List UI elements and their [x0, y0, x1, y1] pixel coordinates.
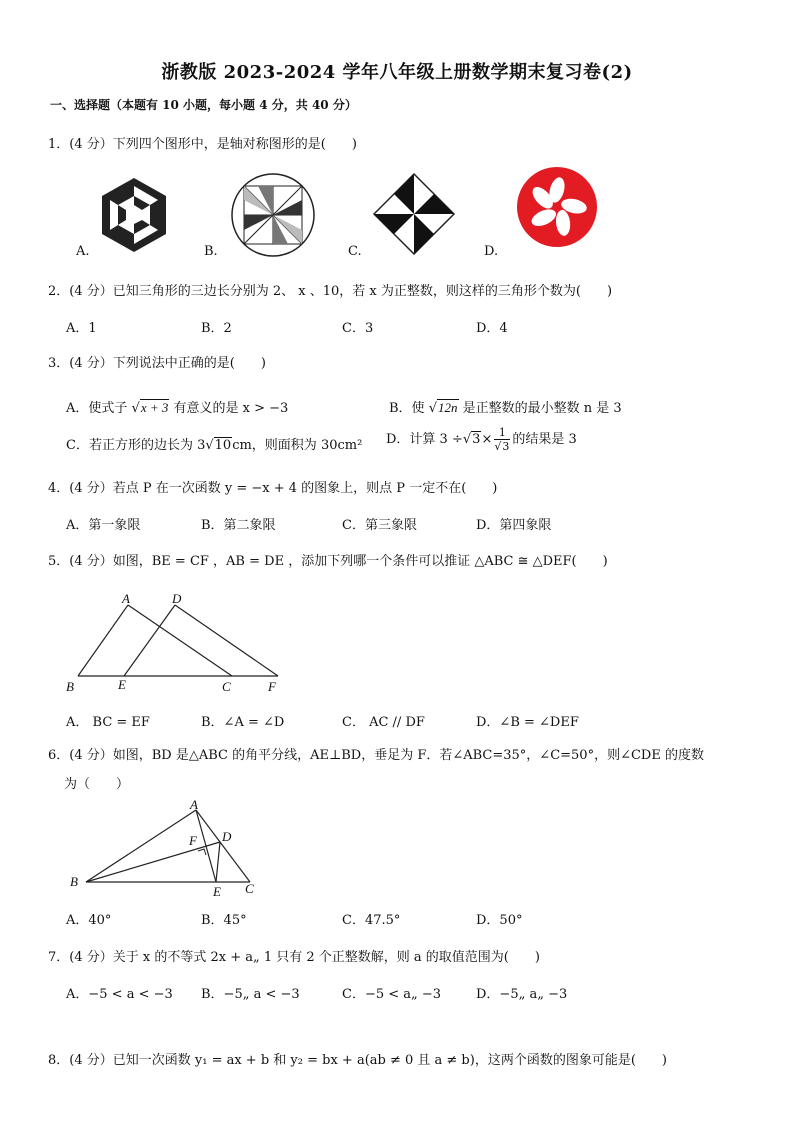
segment-bd	[86, 842, 220, 882]
q3-option-b	[389, 397, 622, 416]
sqrt-icon: √	[462, 432, 472, 447]
q3-d-frac-num: 1	[494, 426, 510, 440]
q3-option-a	[66, 397, 288, 416]
diamond-pinwheel-icon	[372, 172, 456, 256]
question-5-stem: 5．(4 分）如图，BE = CF ，AB = DE ，添加下列哪一个条件可以推证 △ABC ≅ △DEF( )	[48, 554, 608, 569]
segment-de	[124, 605, 175, 676]
page-title: 浙教版 2023-2024 学年八年级上册数学期末复习卷(2)	[161, 62, 633, 83]
q5-option-d: D．∠B = ∠DEF	[476, 715, 579, 730]
segment-ae	[196, 810, 216, 882]
bauhinia-flag-icon	[516, 166, 598, 248]
segment-ab	[78, 605, 128, 676]
point-c-label: C	[222, 679, 231, 694]
q2-option-d: D．4	[476, 321, 508, 336]
q3-a-radicand: x + 3	[140, 400, 169, 415]
q2-option-a: A．1	[66, 321, 97, 336]
q1-option-b-label: B.	[204, 244, 218, 259]
question-7-stem: 7．(4 分）关于 x 的不等式 2x + a„ 1 只有 2 个正整数解，则 a 的取值范围为( )	[48, 950, 540, 965]
q7-option-d: D．−5„ a„ −3	[476, 987, 568, 1002]
q3-option-d	[386, 426, 577, 453]
point-a-label: A	[190, 797, 198, 812]
question-8-stem: 8．(4 分）已知一次函数 y₁ = ax + b 和 y₂ = bx + a(ab ≠ 0 且 a ≠ b)，这两个函数的图象可能是( )	[48, 1053, 667, 1068]
question-4-stem: 4．(4 分）若点 P 在一次函数 y = −x + 4 的图象上，则点 P 一定不在( )	[48, 481, 498, 496]
q3-a-pre: A．使式子	[66, 401, 128, 416]
hexagon-spiral-icon	[98, 176, 170, 254]
point-c-label: C	[245, 881, 254, 896]
point-d-label: D	[172, 591, 182, 606]
q3-c-pre: C．若正方形的边长为 3	[66, 438, 206, 453]
q6-option-a: A．40°	[66, 913, 112, 928]
q4-option-c: C．第三象限	[342, 518, 417, 533]
question-2-stem: 2．(4 分）已知三角形的三边长分别为 2、 x 、10，若 x 为正整数，则这样的三角形个数为( )	[48, 284, 613, 299]
q4-option-b: B．第二象限	[201, 518, 276, 533]
q3-b-post: 是正整数的最小整数 n 是 3	[462, 401, 622, 416]
question-6-stem-cont: 为（ ）	[64, 777, 130, 792]
q6-option-c: C．47.5°	[342, 913, 401, 928]
q4-option-a: A．第一象限	[66, 518, 141, 533]
segment-ab	[86, 810, 196, 882]
q6-option-d: D．50°	[476, 913, 523, 928]
q3-d-radicand: 3	[472, 432, 481, 447]
q3-b-pre: B．使	[389, 401, 425, 416]
q1-option-c-label: C.	[348, 244, 362, 259]
q3-d-frac-den	[494, 440, 510, 453]
q5-option-c: C． AC // DF	[342, 715, 425, 730]
question-3-stem: 3．(4 分）下列说法中正确的是( )	[48, 356, 266, 371]
q3-c-post: cm，则面积为 30cm²	[232, 438, 363, 453]
sqrt-icon: √	[205, 438, 214, 453]
sqrt-icon: √	[494, 440, 502, 453]
point-e-label: E	[118, 677, 126, 692]
q1-option-a-label: A.	[76, 244, 90, 259]
q3-d-fraction	[494, 426, 510, 453]
point-b-label: B	[70, 874, 78, 889]
segment-df	[175, 605, 278, 676]
q5-option-a: A． BC = EF	[66, 715, 150, 730]
point-d-label: D	[222, 829, 232, 844]
q3-d-post: 的结果是 3	[512, 432, 577, 447]
q3-option-c	[66, 434, 362, 453]
q1-option-d-label: D.	[484, 244, 499, 259]
q5-option-b: B．∠A = ∠D	[201, 715, 285, 730]
q2-option-b: B．2	[201, 321, 232, 336]
point-b-label: B	[66, 679, 74, 694]
point-e-label: E	[213, 884, 221, 899]
q3-d-pre: D．计算 3 ÷	[386, 432, 463, 447]
q3-d-frac-den-radicand: 3	[502, 440, 510, 453]
section-heading: 一、选择题（本题有 10 小题，每小题 4 分，共 40 分）	[50, 98, 357, 112]
q2-option-c: C．3	[342, 321, 374, 336]
sqrt-icon: √	[131, 401, 140, 416]
right-angle-mark	[198, 849, 206, 855]
question-6-stem: 6．(4 分）如图，BD 是△ABC 的角平分线，AE⊥BD，垂足为 F．若∠ABC=35°，∠C=50°，则∠CDE 的度数	[48, 748, 704, 763]
q3-a-post: 有意义的是 x > −3	[173, 401, 289, 416]
q3-b-radicand: 12n	[438, 400, 458, 415]
segment-ac	[128, 605, 232, 676]
point-f-label: F	[189, 833, 197, 848]
q6-option-b: B．45°	[201, 913, 247, 928]
sqrt-icon: √	[428, 401, 437, 416]
point-a-label: A	[122, 591, 130, 606]
q4-option-d: D．第四象限	[476, 518, 552, 533]
pinwheel-circle-icon	[230, 172, 316, 258]
question-1-stem: 1．(4 分）下列四个图形中，是轴对称图形的是( )	[48, 137, 357, 152]
q3-c-radicand: 10	[214, 438, 232, 453]
point-f-label: F	[268, 679, 276, 694]
q6-triangle-figure	[70, 798, 270, 898]
q7-option-b: B．−5„ a < −3	[201, 987, 300, 1002]
q3-d-times: ×	[481, 432, 493, 447]
q7-option-a: A．−5 < a < −3	[66, 987, 173, 1002]
segment-ac	[196, 810, 250, 882]
q7-option-c: C．−5 < a„ −3	[342, 987, 442, 1002]
segment-de	[216, 842, 220, 882]
